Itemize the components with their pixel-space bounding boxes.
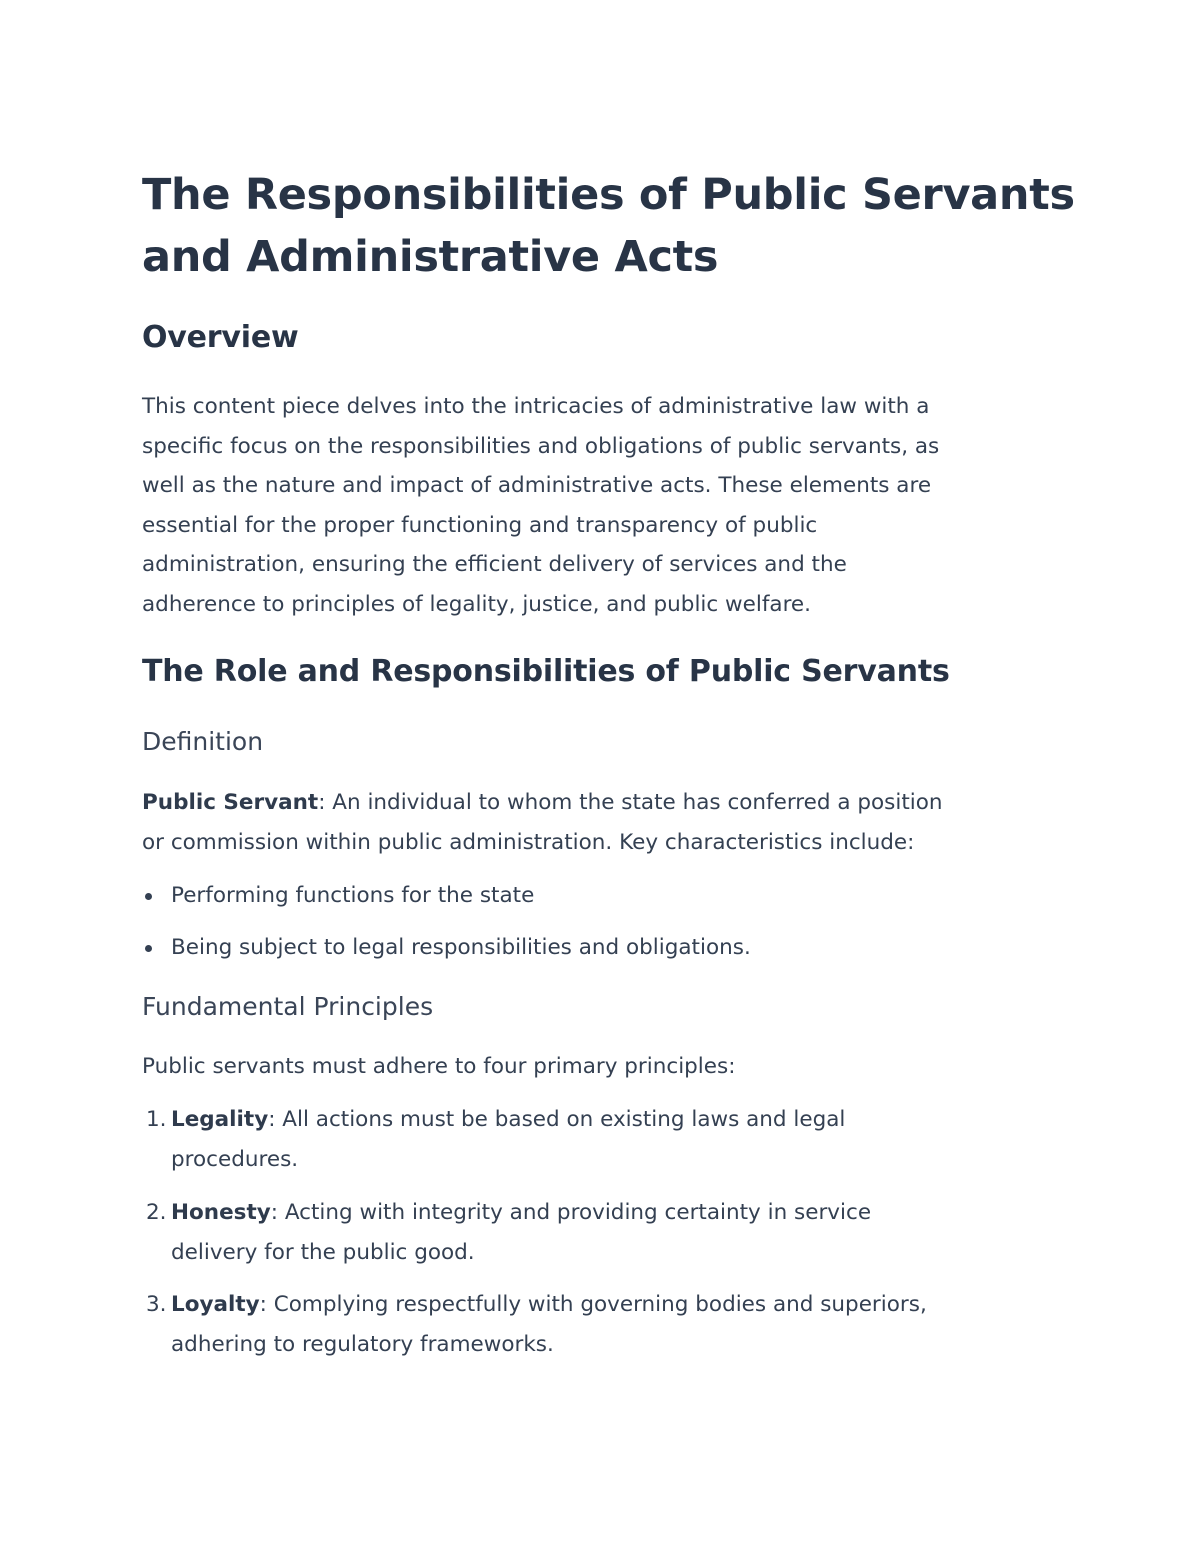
principle-line-2: procedures. bbox=[171, 1146, 299, 1172]
bullet-icon bbox=[145, 893, 152, 900]
overview-line: adherence to principles of legality, justice, and public welfare. bbox=[142, 591, 811, 617]
principle-line-2: delivery for the public good. bbox=[171, 1239, 475, 1265]
principle-line-1 bbox=[171, 1193, 1051, 1233]
list-number: 2. bbox=[146, 1200, 167, 1225]
overview-line: This content piece delves into the intricacies of administrative law with a bbox=[142, 394, 930, 419]
principles-heading: Fundamental Principles bbox=[142, 992, 434, 1021]
definition-line-1 bbox=[142, 783, 1052, 823]
principle-term: Honesty bbox=[171, 1200, 271, 1225]
principle-body bbox=[171, 1100, 1051, 1179]
overview-line: well as the nature and impact of administrative acts. These elements are bbox=[142, 473, 932, 498]
principles-intro bbox=[142, 1047, 1052, 1087]
overview-paragraph bbox=[142, 387, 1052, 624]
principle-body bbox=[171, 1193, 1051, 1272]
principle-line-1 bbox=[171, 1100, 1051, 1140]
overview-line: administration, ensuring the efficient delivery of services and the bbox=[142, 552, 847, 577]
principle-text: : All actions must be based on existing laws and legal bbox=[268, 1107, 846, 1132]
overview-line: essential for the proper functioning and transparency of public bbox=[142, 512, 818, 538]
overview-line: specific focus on the responsibilities and obligations of public servants, as bbox=[142, 433, 940, 459]
role-section-heading: The Role and Responsibilities of Public Servants bbox=[142, 654, 950, 689]
title-line-1: The Responsibilities of Public Servants bbox=[142, 170, 1075, 220]
list-item-text: Performing functions for the state bbox=[171, 883, 535, 908]
document-title bbox=[142, 164, 1075, 288]
bullet-icon bbox=[145, 945, 152, 952]
list-number: 1. bbox=[146, 1107, 167, 1132]
definition-heading: Definition bbox=[142, 727, 264, 756]
principles-intro-text: Public servants must adhere to four primary principles: bbox=[142, 1054, 736, 1079]
overview-heading: Overview bbox=[142, 320, 299, 355]
principle-line-2: adhering to regulatory frameworks. bbox=[171, 1331, 554, 1357]
definition-term: Public Servant bbox=[142, 790, 319, 815]
definition-line-2: or commission within public administration. Key characteristics include: bbox=[142, 829, 915, 855]
principle-body bbox=[171, 1285, 1051, 1364]
principle-term: Loyalty bbox=[171, 1292, 260, 1317]
principle-text: : Complying respectfully with governing bodies and superiors, bbox=[259, 1292, 927, 1317]
definition-text: : An individual to whom the state has conferred a position bbox=[318, 790, 943, 815]
title-line-2: and Administrative Acts bbox=[142, 232, 719, 282]
principle-text: : Acting with integrity and providing certainty in service bbox=[270, 1200, 872, 1225]
principle-term: Legality bbox=[171, 1107, 269, 1132]
list-number: 3. bbox=[146, 1292, 167, 1317]
definition-paragraph bbox=[142, 783, 1052, 862]
list-item-text: Being subject to legal responsibilities and obligations. bbox=[171, 935, 751, 960]
principle-line-1 bbox=[171, 1285, 1051, 1325]
